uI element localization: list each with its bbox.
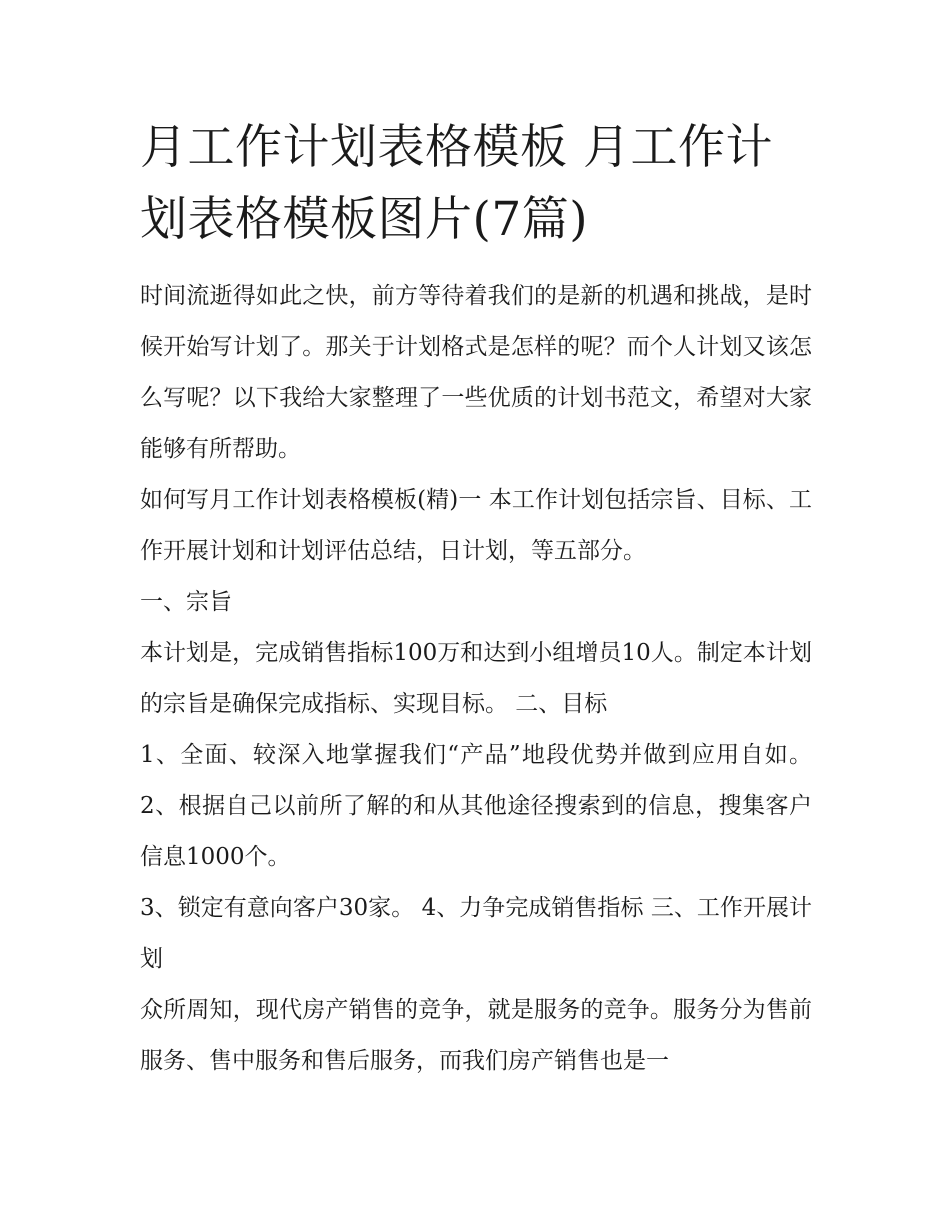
document-body (140, 271, 812, 1087)
paragraph-goals-1-2: 1、全面、较深入地掌握我们“产品”地段优势并做到应用自如。 2、根据自己以前所了解的和从其他途径搜索到的信息，搜集客户信息1000个。 (140, 742, 812, 870)
paragraph-work-plan: 众所周知，现代房产销售的竞争，就是服务的竞争。服务分为售前服务、售中服务和售后服务，而我们房产销售也是一 (140, 997, 812, 1074)
document-title: 月工作计划表格模板 月工作计划表格模板图片(7篇) (140, 120, 773, 247)
section-heading-purpose: 一、宗旨 (140, 589, 232, 615)
paragraph-plan-overview: 如何写月工作计划表格模板(精)一 本工作计划包括宗旨、目标、工作开展计划和计划评估总结，日计划，等五部分。 (140, 487, 812, 564)
paragraph-intro: 时间流逝得如此之快，前方等待着我们的是新的机遇和挑战，是时候开始写计划了。那关于计划格式是怎样的呢？而个人计划又该怎么写呢？以下我给大家整理了一些优质的计划书范文，希望对大家能够有所帮助。 (140, 283, 812, 462)
paragraph-purpose: 本计划是，完成销售指标100万和达到小组增员10人。制定本计划的宗旨是确保完成指标、实现目标。 二、目标 (140, 640, 812, 717)
paragraph-goals-3-4: 3、锁定有意向客户30家。 4、力争完成销售指标 三、工作开展计划 (140, 895, 812, 972)
